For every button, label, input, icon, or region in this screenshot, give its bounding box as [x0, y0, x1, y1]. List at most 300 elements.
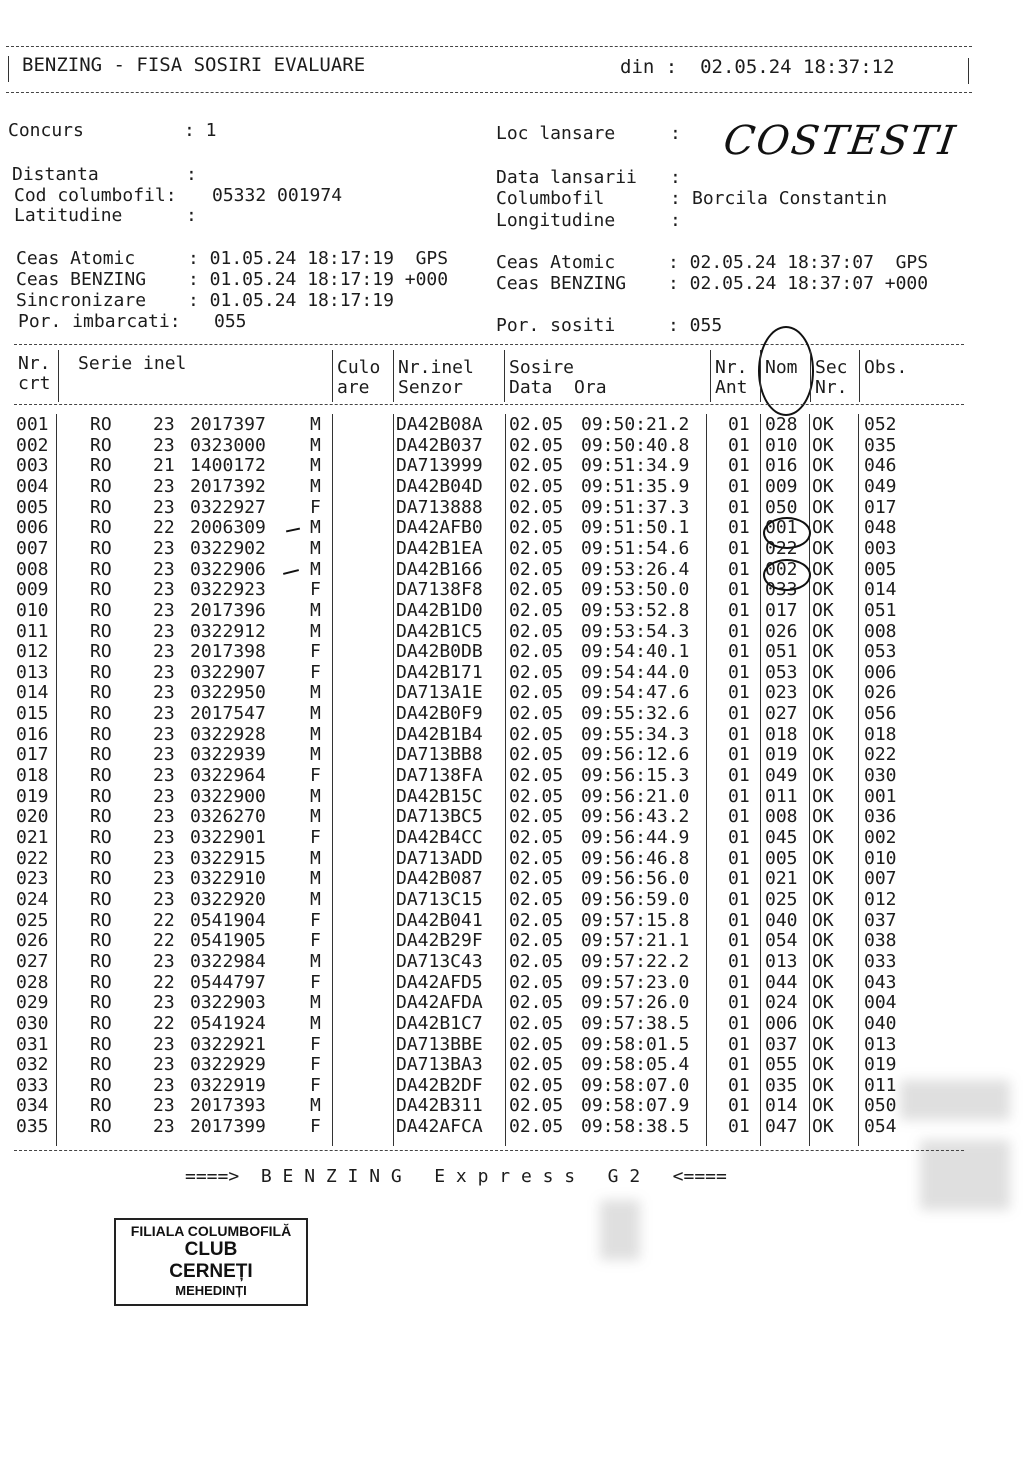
cell-sex: M — [310, 1095, 321, 1117]
cell-year: 23 — [153, 682, 175, 704]
cell-obs: 006 — [864, 661, 897, 683]
cell-nr: 027 — [16, 950, 49, 972]
cell-nr: 005 — [16, 496, 49, 518]
table-header-bottom-rule — [14, 404, 964, 405]
cell-nr: 009 — [16, 579, 49, 601]
table-row — [0, 559, 1024, 580]
cell-obs: 043 — [864, 971, 897, 993]
cell-obs: 053 — [864, 641, 897, 663]
cell-sex: F — [310, 971, 321, 993]
cell-nr: 018 — [16, 765, 49, 787]
stamp-line4: MEHEDINȚI — [175, 1283, 247, 1298]
col-sep-header-3 — [393, 350, 394, 402]
por-sositi-value: : 055 — [668, 315, 723, 336]
cell-obs: 049 — [864, 475, 897, 497]
ceas-benzing-end-label: Ceas BENZING — [496, 273, 627, 294]
cell-sec: OK — [812, 909, 834, 931]
cell-year: 22 — [153, 971, 175, 993]
table-row — [0, 600, 1024, 621]
cell-time: 09:56:44.9 — [581, 827, 690, 848]
header-sec-line1: Sec — [815, 357, 848, 378]
cell-nom: 033 — [765, 579, 798, 601]
report-title: BENZING - FISA SOSIRI EVALUARE — [22, 54, 366, 76]
cell-obs: 033 — [864, 950, 897, 972]
cell-sec: OK — [812, 806, 834, 828]
cell-country: RO — [90, 1095, 112, 1117]
cell-ring-number: 0322915 — [190, 847, 266, 869]
cell-nr: 019 — [16, 785, 49, 807]
cell-date: 02.05 — [509, 744, 564, 766]
cell-country: RO — [90, 496, 112, 518]
cell-nr: 025 — [16, 909, 49, 931]
cell-date: 02.05 — [509, 765, 564, 787]
cell-ring-number: 0544797 — [190, 971, 266, 993]
cell-ring-number: 0541924 — [190, 1012, 266, 1034]
cell-time: 09:50:40.8 — [581, 434, 690, 456]
cell-sensor: DA42B1B4 — [396, 723, 483, 745]
cell-sec: OK — [812, 496, 834, 518]
cell-nr: 030 — [16, 1012, 49, 1034]
cell-sex: F — [310, 1054, 321, 1076]
cell-sec: OK — [812, 579, 834, 601]
cell-country: RO — [90, 827, 112, 848]
latitudine-colon: : — [186, 205, 197, 226]
cell-sex: M — [310, 806, 321, 828]
columbofil-colon: : — [670, 188, 681, 209]
cell-date: 02.05 — [509, 806, 564, 828]
loc-lansare-label: Loc lansare — [496, 123, 616, 144]
cell-year: 23 — [153, 1033, 175, 1055]
cell-time: 09:54:40.1 — [581, 641, 690, 663]
report-timestamp-group — [620, 56, 895, 78]
cell-year: 23 — [153, 537, 175, 559]
cell-time: 09:56:43.2 — [581, 806, 690, 828]
cell-antenna: 01 — [728, 723, 750, 745]
cell-sensor: DA42B04D — [396, 475, 483, 497]
cell-country: RO — [90, 620, 112, 642]
header-sosire-line1: Sosire — [509, 357, 575, 378]
cell-time: 09:56:46.8 — [581, 847, 690, 869]
cell-time: 09:58:05.4 — [581, 1054, 690, 1076]
cell-ring-number: 0322921 — [190, 1033, 266, 1055]
cell-obs: 040 — [864, 1012, 897, 1034]
cell-obs: 037 — [864, 909, 897, 931]
cell-sensor: DA42B4CC — [396, 827, 483, 848]
scan-smudge-3 — [600, 1200, 640, 1260]
cell-obs: 014 — [864, 579, 897, 601]
cell-country: RO — [90, 661, 112, 683]
table-row — [0, 1095, 1024, 1116]
cell-sex: M — [310, 868, 321, 890]
cell-nr: 035 — [16, 1116, 49, 1138]
cell-year: 22 — [153, 930, 175, 952]
cell-antenna: 01 — [728, 765, 750, 787]
cell-nom: 018 — [765, 723, 798, 745]
cell-nr: 032 — [16, 1054, 49, 1076]
cell-date: 02.05 — [509, 599, 564, 621]
cell-antenna: 01 — [728, 971, 750, 993]
cell-nom: 019 — [765, 744, 798, 766]
ceas-benzing-start-label: Ceas BENZING — [16, 269, 147, 290]
cell-date: 02.05 — [509, 517, 564, 539]
cell-antenna: 01 — [728, 827, 750, 848]
cell-nr: 016 — [16, 723, 49, 745]
cell-date: 02.05 — [509, 868, 564, 890]
header-nr-ant-line2: Ant — [715, 377, 748, 398]
table-row — [0, 910, 1024, 931]
cell-year: 23 — [153, 620, 175, 642]
cell-obs: 051 — [864, 599, 897, 621]
cod-columbofil-value: 05332 001974 — [212, 185, 343, 206]
cell-sec: OK — [812, 1074, 834, 1096]
cell-nom: 024 — [765, 992, 798, 1014]
loc-lansare-handwritten: COSTESTI — [720, 118, 960, 164]
handwritten-circle-nom-001 — [763, 517, 811, 549]
cell-sec: OK — [812, 847, 834, 869]
cell-country: RO — [90, 1033, 112, 1055]
cell-sex: M — [310, 703, 321, 725]
cell-antenna: 01 — [728, 1033, 750, 1055]
cell-obs: 026 — [864, 682, 897, 704]
cell-sec: OK — [812, 661, 834, 683]
cell-year: 23 — [153, 785, 175, 807]
cell-time: 09:57:22.2 — [581, 950, 690, 972]
col-sep-header-4 — [504, 350, 505, 402]
cell-date: 02.05 — [509, 950, 564, 972]
latitudine-label: Latitudine — [14, 205, 123, 226]
cell-sec: OK — [812, 1095, 834, 1117]
cell-sensor: DA713C15 — [396, 888, 483, 910]
cell-ring-number: 2006309 — [190, 517, 266, 539]
cell-country: RO — [90, 1054, 112, 1076]
table-row — [0, 1116, 1024, 1137]
cell-antenna: 01 — [728, 455, 750, 477]
cell-time: 09:51:35.9 — [581, 475, 690, 497]
header-right-bar — [968, 58, 969, 84]
cell-antenna: 01 — [728, 558, 750, 580]
cell-nom: 016 — [765, 455, 798, 477]
cell-sex: F — [310, 827, 321, 848]
table-row — [0, 951, 1024, 972]
table-header-top-rule — [14, 344, 964, 345]
cell-date: 02.05 — [509, 641, 564, 663]
cell-sex: F — [310, 1116, 321, 1138]
table-row — [0, 1013, 1024, 1034]
cell-year: 22 — [153, 1012, 175, 1034]
cell-year: 23 — [153, 827, 175, 848]
cell-year: 23 — [153, 1095, 175, 1117]
cell-year: 23 — [153, 496, 175, 518]
cell-obs: 012 — [864, 888, 897, 910]
cell-nr: 020 — [16, 806, 49, 828]
cell-antenna: 01 — [728, 1054, 750, 1076]
cell-ring-number: 0322939 — [190, 744, 266, 766]
cell-nom: 054 — [765, 930, 798, 952]
cell-sensor: DA42B311 — [396, 1095, 483, 1117]
cell-country: RO — [90, 703, 112, 725]
cell-sec: OK — [812, 703, 834, 725]
cell-nr: 006 — [16, 517, 49, 539]
cell-sec: OK — [812, 971, 834, 993]
cell-obs: 019 — [864, 1054, 897, 1076]
cell-sensor: DA713BC5 — [396, 806, 483, 828]
cell-time: 09:56:12.6 — [581, 744, 690, 766]
cell-time: 09:56:59.0 — [581, 888, 690, 910]
table-row — [0, 497, 1024, 518]
cell-obs: 056 — [864, 703, 897, 725]
cell-nr: 029 — [16, 992, 49, 1014]
cell-antenna: 01 — [728, 599, 750, 621]
cell-antenna: 01 — [728, 744, 750, 766]
columbofil-label: Columbofil — [496, 188, 605, 209]
cell-ring-number: 2017396 — [190, 599, 266, 621]
cell-antenna: 01 — [728, 785, 750, 807]
cell-sensor: DA42B1C5 — [396, 620, 483, 642]
cell-date: 02.05 — [509, 930, 564, 952]
cell-sensor: DA7138FA — [396, 765, 483, 787]
cell-sec: OK — [812, 1116, 834, 1138]
header-culoare — [337, 358, 380, 398]
cell-date: 02.05 — [509, 661, 564, 683]
ceas-benzing-start-value: : 01.05.24 18:17:19 +000 — [188, 269, 449, 290]
cell-year: 22 — [153, 517, 175, 539]
cell-date: 02.05 — [509, 434, 564, 456]
cell-sex: F — [310, 909, 321, 931]
cell-obs: 010 — [864, 847, 897, 869]
cell-sensor: DA713ADD — [396, 847, 483, 869]
cell-country: RO — [90, 971, 112, 993]
cell-sex: F — [310, 1033, 321, 1055]
cell-ring-number: 1400172 — [190, 455, 266, 477]
cell-sec: OK — [812, 765, 834, 787]
cell-nr: 015 — [16, 703, 49, 725]
report-timestamp: 02.05.24 18:37:12 — [700, 56, 895, 78]
header-sec-nr — [815, 358, 848, 398]
cell-sensor: DA713A1E — [396, 682, 483, 704]
header-nr-crt-line1: Nr. — [18, 353, 51, 374]
table-row — [0, 724, 1024, 745]
cell-antenna: 01 — [728, 517, 750, 539]
cell-sex: F — [310, 1074, 321, 1096]
longitudine-label: Longitudine — [496, 210, 616, 231]
cell-date: 02.05 — [509, 496, 564, 518]
cell-antenna: 01 — [728, 909, 750, 931]
header-nr-inel-line2: Senzor — [398, 377, 464, 398]
header-nr-ant — [715, 358, 748, 398]
cell-nom: 050 — [765, 496, 798, 518]
cell-sensor: DA713BB8 — [396, 744, 483, 766]
cell-year: 23 — [153, 641, 175, 663]
cell-date: 02.05 — [509, 682, 564, 704]
cell-sec: OK — [812, 723, 834, 745]
cell-time: 09:56:15.3 — [581, 765, 690, 787]
cell-antenna: 01 — [728, 475, 750, 497]
cell-sec: OK — [812, 620, 834, 642]
cell-date: 02.05 — [509, 971, 564, 993]
cell-obs: 003 — [864, 537, 897, 559]
cell-nom: 026 — [765, 620, 798, 642]
distanta-colon: : — [186, 164, 197, 185]
table-row — [0, 455, 1024, 476]
cell-time: 09:53:50.0 — [581, 579, 690, 601]
cell-sex: M — [310, 414, 321, 435]
cell-obs: 017 — [864, 496, 897, 518]
cell-obs: 018 — [864, 723, 897, 745]
cell-country: RO — [90, 950, 112, 972]
cell-time: 09:58:01.5 — [581, 1033, 690, 1055]
cell-year: 23 — [153, 599, 175, 621]
header-obs: Obs. — [864, 357, 908, 378]
cell-ring-number: 0322910 — [190, 868, 266, 890]
cell-antenna: 01 — [728, 537, 750, 559]
cell-ring-number: 0322902 — [190, 537, 266, 559]
table-row — [0, 538, 1024, 559]
header-nr-crt-line2: crt — [18, 373, 51, 394]
cell-nom: 047 — [765, 1116, 798, 1138]
cell-time: 09:51:54.6 — [581, 537, 690, 559]
table-row — [0, 889, 1024, 910]
cell-sex: M — [310, 950, 321, 972]
cell-time: 09:57:23.0 — [581, 971, 690, 993]
cell-obs: 022 — [864, 744, 897, 766]
cell-time: 09:57:21.1 — [581, 930, 690, 952]
data-lansarii-label: Data lansarii — [496, 167, 637, 188]
handwritten-circle-nom-header — [758, 326, 814, 416]
cell-country: RO — [90, 1012, 112, 1034]
cell-nom: 013 — [765, 950, 798, 972]
cell-nr: 023 — [16, 868, 49, 890]
cell-country: RO — [90, 641, 112, 663]
cell-nom: 006 — [765, 1012, 798, 1034]
cell-sex: F — [310, 765, 321, 787]
cell-antenna: 01 — [728, 806, 750, 828]
cell-ring-number: 0322903 — [190, 992, 266, 1014]
cell-ring-number: 0322912 — [190, 620, 266, 642]
cell-year: 23 — [153, 992, 175, 1014]
header-nr-inel-senzor — [398, 358, 474, 398]
cell-year: 23 — [153, 661, 175, 683]
cell-country: RO — [90, 785, 112, 807]
cell-country: RO — [90, 599, 112, 621]
cell-nr: 022 — [16, 847, 49, 869]
cell-time: 09:55:32.6 — [581, 703, 690, 725]
header-left-bar — [8, 56, 9, 82]
cell-ring-number: 2017398 — [190, 641, 266, 663]
cell-country: RO — [90, 744, 112, 766]
cell-year: 23 — [153, 806, 175, 828]
cell-year: 23 — [153, 744, 175, 766]
cell-antenna: 01 — [728, 888, 750, 910]
sincronizare-value: : 01.05.24 18:17:19 — [188, 290, 394, 311]
cell-nr: 004 — [16, 475, 49, 497]
cell-obs: 035 — [864, 434, 897, 456]
cell-year: 23 — [153, 434, 175, 456]
cell-antenna: 01 — [728, 682, 750, 704]
cell-year: 23 — [153, 579, 175, 601]
table-row — [0, 682, 1024, 703]
cell-sec: OK — [812, 455, 834, 477]
cell-ring-number: 0322927 — [190, 496, 266, 518]
cell-sensor: DA42B1C7 — [396, 1012, 483, 1034]
cell-ring-number: 0322906 — [190, 558, 266, 580]
col-sep-header-6 — [760, 350, 761, 402]
cell-antenna: 01 — [728, 1012, 750, 1034]
cell-sec: OK — [812, 517, 834, 539]
col-sep-header-2 — [332, 350, 333, 402]
cell-country: RO — [90, 723, 112, 745]
cell-sensor: DA42AFDA — [396, 992, 483, 1014]
cell-sec: OK — [812, 827, 834, 848]
cell-country: RO — [90, 682, 112, 704]
cell-date: 02.05 — [509, 1033, 564, 1055]
ceas-benzing-end-value: : 02.05.24 18:37:07 +000 — [668, 273, 929, 294]
cell-sex: M — [310, 744, 321, 766]
col-sep-header-5 — [710, 350, 711, 402]
cell-date: 02.05 — [509, 1012, 564, 1034]
cell-nr: 031 — [16, 1033, 49, 1055]
header-top-rule — [6, 46, 972, 47]
cell-country: RO — [90, 888, 112, 910]
table-row — [0, 1075, 1024, 1096]
cell-sensor: DA42B29F — [396, 930, 483, 952]
cell-nom: 028 — [765, 414, 798, 435]
cell-sex: F — [310, 661, 321, 683]
cell-time: 09:56:21.0 — [581, 785, 690, 807]
cell-sensor: DA713888 — [396, 496, 483, 518]
cell-country: RO — [90, 537, 112, 559]
cell-sec: OK — [812, 888, 834, 910]
cell-sec: OK — [812, 1054, 834, 1076]
longitudine-colon: : — [670, 210, 681, 231]
cell-ring-number: 2017397 — [190, 414, 266, 435]
cell-nr: 002 — [16, 434, 49, 456]
cell-obs: 036 — [864, 806, 897, 828]
cell-nr: 003 — [16, 455, 49, 477]
cell-nom: 021 — [765, 868, 798, 890]
cell-date: 02.05 — [509, 723, 564, 745]
cell-sensor: DA42B1D0 — [396, 599, 483, 621]
cell-country: RO — [90, 455, 112, 477]
cell-date: 02.05 — [509, 847, 564, 869]
cell-ring-number: 0322900 — [190, 785, 266, 807]
cell-ring-number: 0322928 — [190, 723, 266, 745]
cell-date: 02.05 — [509, 1116, 564, 1138]
cell-date: 02.05 — [509, 1054, 564, 1076]
cell-country: RO — [90, 1074, 112, 1096]
cell-obs: 013 — [864, 1033, 897, 1055]
header-nr-inel-line1: Nr.inel — [398, 357, 474, 378]
cell-antenna: 01 — [728, 930, 750, 952]
cell-year: 23 — [153, 1116, 175, 1138]
cell-date: 02.05 — [509, 579, 564, 601]
cell-ring-number: 0323000 — [190, 434, 266, 456]
cell-nom: 005 — [765, 847, 798, 869]
col-sep-header-7 — [810, 350, 811, 402]
cell-nom: 053 — [765, 661, 798, 683]
por-sositi-label: Por. sositi — [496, 315, 616, 336]
cell-time: 09:57:26.0 — [581, 992, 690, 1014]
header-culoare-line1: Culo — [337, 357, 381, 378]
cell-sensor: DA42B0F9 — [396, 703, 483, 725]
cell-nom: 010 — [765, 434, 798, 456]
cell-ring-number: 2017399 — [190, 1116, 266, 1138]
por-imbarcati-label: Por. imbarcati: — [18, 311, 181, 332]
cell-sensor: DA42B2DF — [396, 1074, 483, 1096]
header-sosire-line2: Data Ora — [509, 377, 607, 398]
cell-nom: 011 — [765, 785, 798, 807]
cell-obs: 046 — [864, 455, 897, 477]
table-row — [0, 621, 1024, 642]
